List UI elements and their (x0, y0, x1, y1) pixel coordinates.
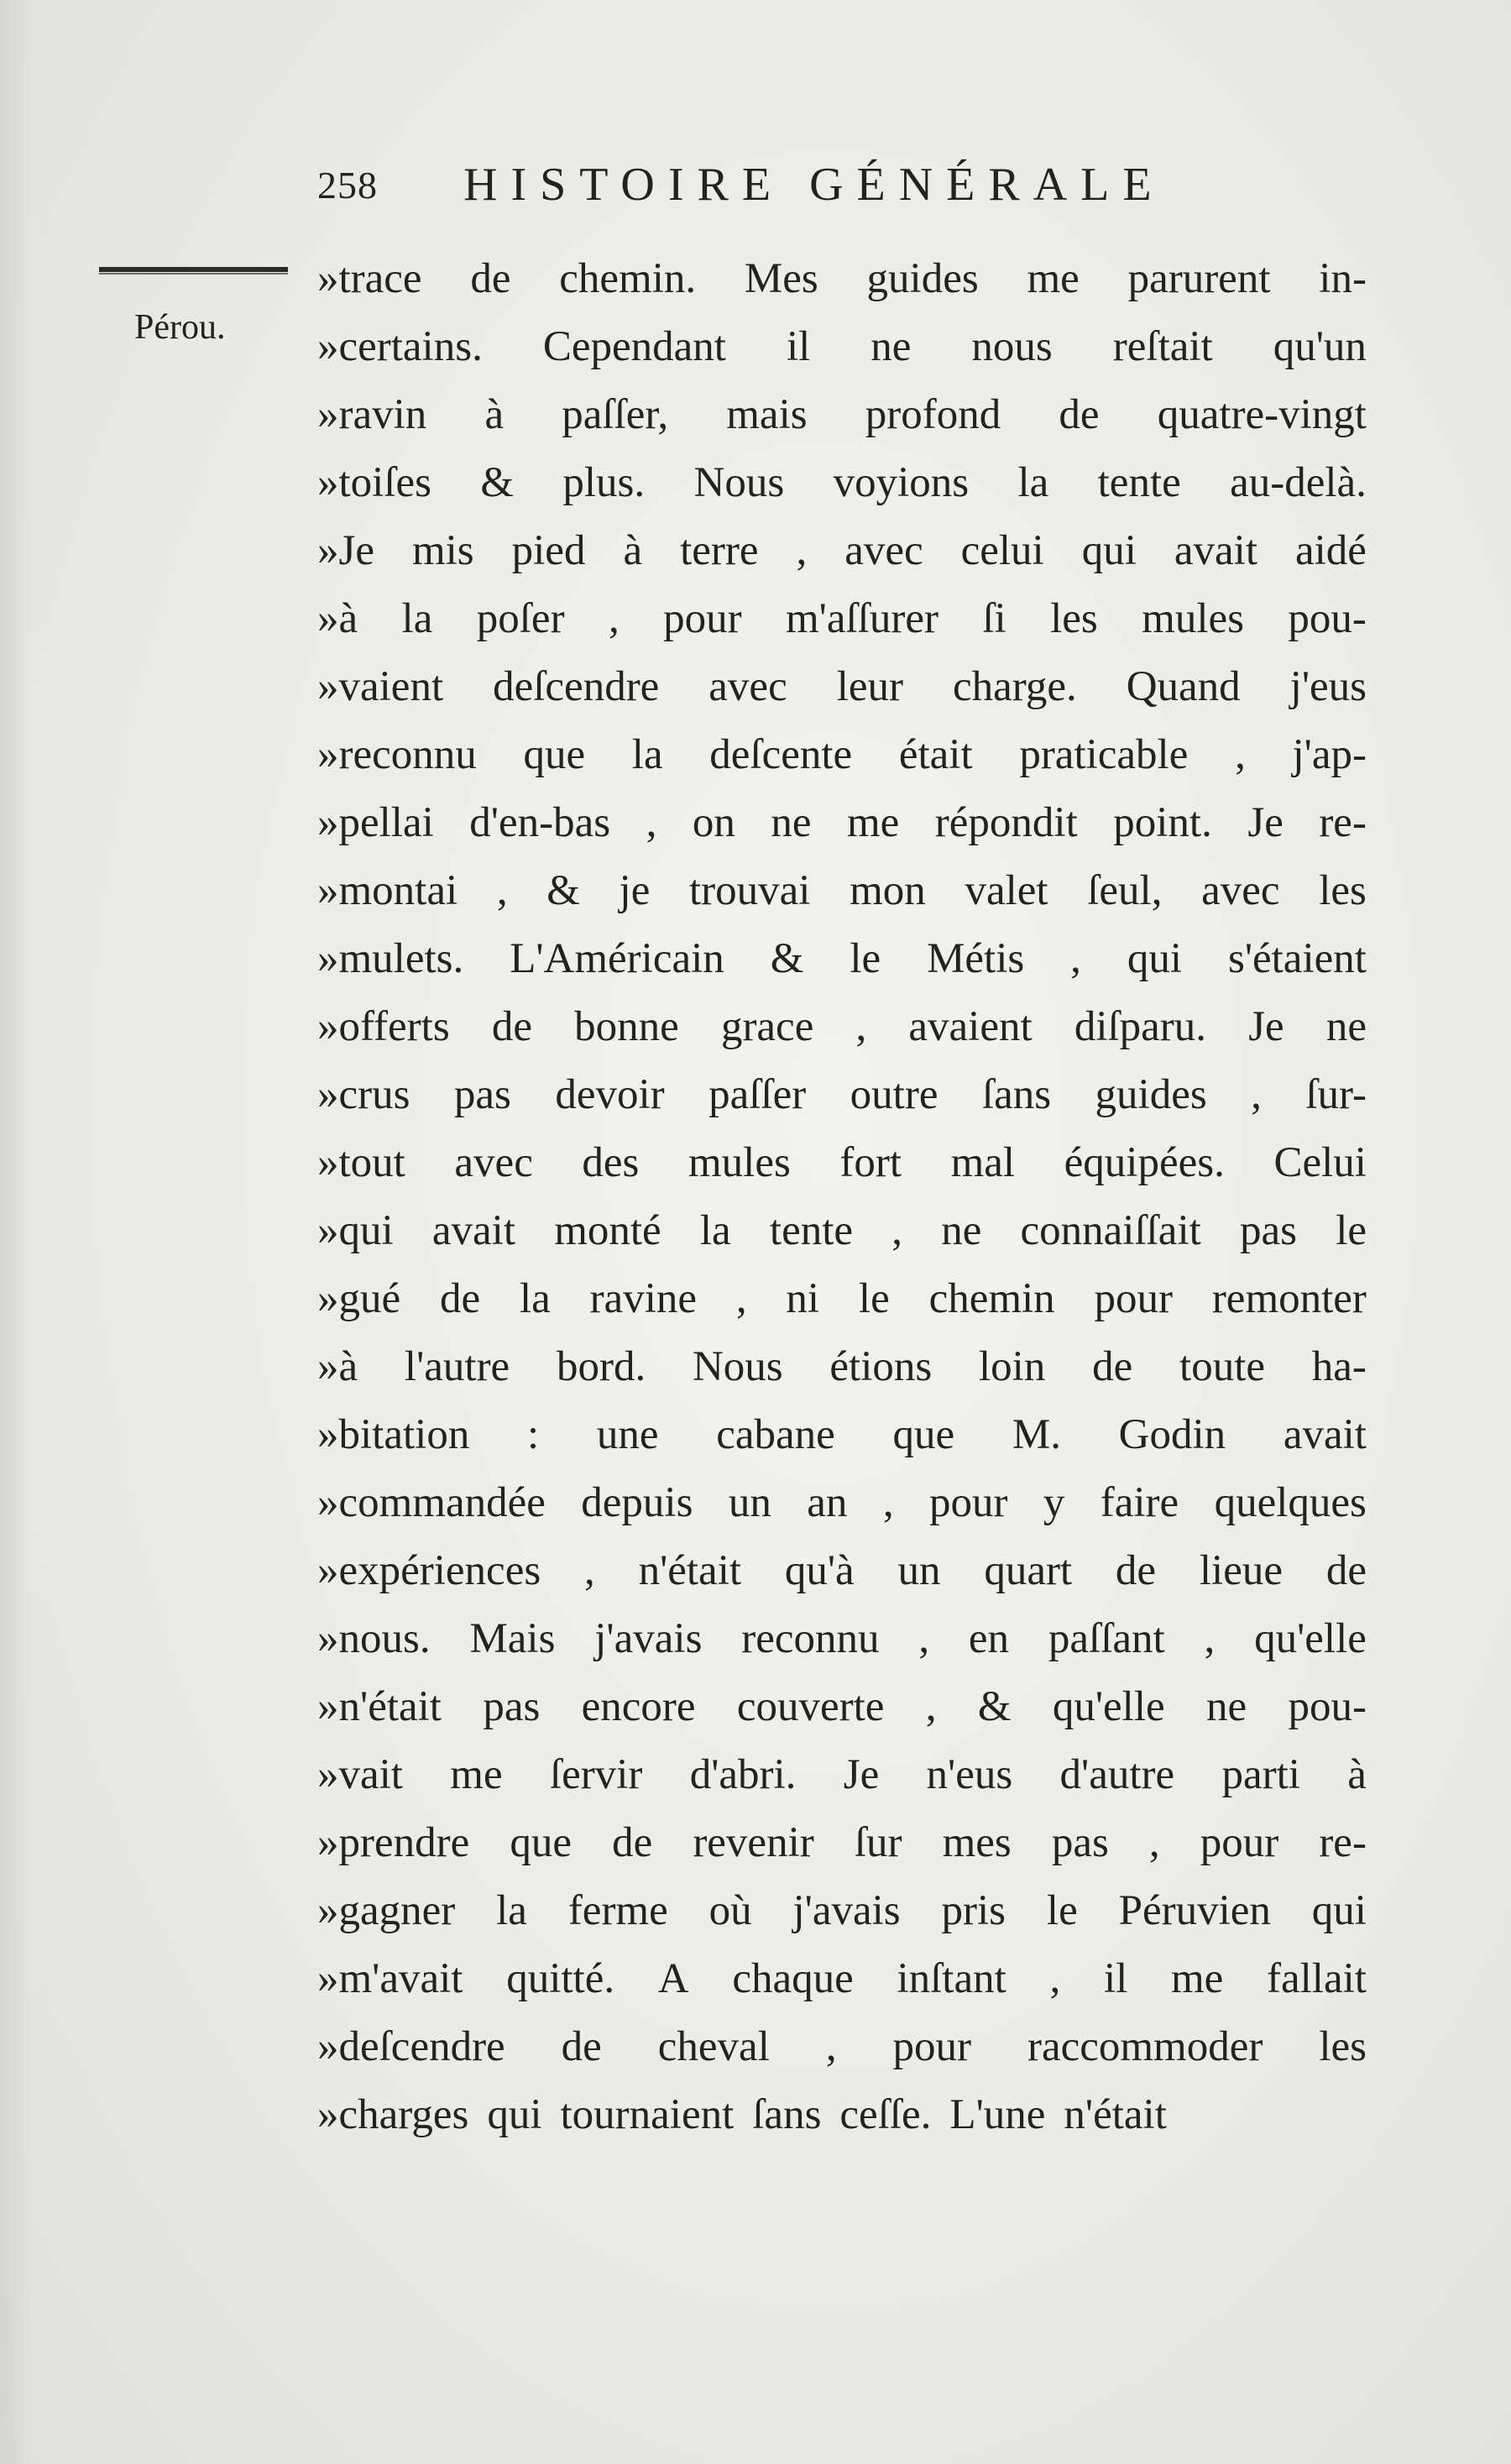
word: toute (1179, 1343, 1266, 1390)
text-line (317, 653, 1367, 721)
word: ne (941, 1207, 982, 1254)
word: »Je (317, 527, 374, 574)
word: fort (839, 1139, 902, 1186)
word: mis (411, 527, 474, 574)
word: nous (971, 323, 1053, 370)
text-line (317, 1877, 1367, 1945)
word: au-delà. (1230, 459, 1367, 506)
word: n'était (1064, 2091, 1167, 2138)
word: »offerts (317, 1003, 450, 1050)
word: , (1204, 1615, 1216, 1662)
running-head (317, 158, 1266, 218)
word: répondit (934, 799, 1078, 846)
word: pied (511, 527, 586, 574)
word: que (523, 731, 586, 778)
word: les (1050, 595, 1098, 642)
word: avait (1174, 527, 1257, 574)
word: mais (726, 391, 808, 438)
word: me (1171, 1955, 1224, 2002)
word: qui (1311, 1887, 1367, 1934)
word: pour (928, 1479, 1008, 1526)
word: M. (1012, 1411, 1061, 1458)
word: »certains. (317, 323, 483, 370)
word: pour (663, 595, 742, 642)
word: y (1043, 1479, 1065, 1526)
word: la (496, 1887, 527, 1934)
word: & (770, 935, 804, 982)
word: le (850, 935, 881, 982)
word: ne (1325, 1003, 1367, 1050)
word: valet (965, 867, 1048, 914)
word: L'Américain (510, 935, 724, 982)
word: guides (1095, 1071, 1207, 1118)
word: de (1092, 1343, 1133, 1390)
word: pour (892, 2023, 972, 2070)
word: encore (581, 1683, 696, 1730)
word: faire (1100, 1479, 1179, 1526)
word: j'avais (594, 1615, 703, 1662)
word: de (491, 1003, 532, 1050)
word: Nous (692, 1343, 783, 1390)
word: bord. (556, 1343, 646, 1390)
word: à (623, 527, 643, 574)
word: étions (829, 1343, 933, 1390)
word: pas (453, 1071, 511, 1118)
word: lieue (1199, 1547, 1283, 1594)
word: »à (317, 1343, 358, 1390)
word: qu'elle (1254, 1615, 1367, 1662)
text-line (317, 1537, 1367, 1605)
word: où (708, 1887, 752, 1934)
word: »m'avait (317, 1955, 463, 2002)
word: profond (865, 391, 1001, 438)
word: quatre-vingt (1157, 391, 1367, 438)
word: Je (843, 1751, 880, 1798)
word: un (897, 1547, 941, 1594)
word: de (1059, 391, 1100, 438)
word: mal (950, 1139, 1016, 1186)
word: »commandée (317, 1479, 546, 1526)
word: point. (1113, 799, 1212, 846)
body-text (317, 245, 1367, 2149)
word: chemin. (559, 255, 697, 302)
word: ha- (1311, 1343, 1367, 1390)
word: »vaient (317, 663, 444, 710)
text-line (317, 1469, 1367, 1537)
word: cheval (657, 2023, 770, 2070)
word: était (898, 731, 973, 778)
text-line (317, 1197, 1367, 1265)
word: monté (554, 1207, 661, 1254)
word: plus. (562, 459, 646, 506)
word: Nous (693, 459, 785, 506)
word: il (1103, 1955, 1128, 2002)
text-line (317, 1741, 1367, 1809)
word: »ravin (317, 391, 427, 438)
word: en (968, 1615, 1010, 1662)
word: parti (1221, 1751, 1300, 1798)
word: inſtant (897, 1955, 1006, 2002)
word: pou- (1288, 1683, 1367, 1730)
text-line (317, 993, 1367, 1061)
word: »expériences (317, 1547, 541, 1594)
word: je (619, 867, 651, 914)
word: »n'était (317, 1683, 442, 1730)
word: , (1251, 1071, 1262, 1118)
word: pour (1200, 1819, 1279, 1866)
word: deſcendre (493, 663, 660, 710)
word: ne (771, 799, 812, 846)
word: à (484, 391, 505, 438)
word: pris (941, 1887, 1006, 1934)
word: paſſant (1048, 1615, 1165, 1662)
word: ne (871, 323, 912, 370)
gutter-shadow (0, 0, 34, 2464)
word: ſur (854, 1819, 902, 1866)
text-line (317, 2081, 1367, 2149)
word: me (1027, 255, 1080, 302)
word: à (1347, 1751, 1367, 1798)
word: , (891, 1207, 902, 1254)
word: L'une (949, 2091, 1046, 2138)
word: : (527, 1411, 540, 1458)
word: outre (850, 1071, 938, 1118)
word: poſer (476, 595, 565, 642)
word: les (1319, 2023, 1367, 2070)
text-line (317, 1401, 1367, 1469)
word: qu'un (1273, 323, 1367, 370)
word: , (882, 1479, 894, 1526)
word: parurent (1127, 255, 1271, 302)
word: grace (720, 1003, 814, 1050)
word: j'ap- (1292, 731, 1367, 778)
word: , (796, 527, 808, 574)
word: & (546, 867, 580, 914)
word: quitté. (506, 1955, 615, 2002)
word: , (1049, 1955, 1061, 2002)
word: ſans (981, 1071, 1052, 1118)
word: , (646, 799, 657, 846)
word: n'eus (926, 1751, 1013, 1798)
text-line (317, 857, 1367, 925)
word: ſervir (549, 1751, 643, 1798)
word: d'abri. (689, 1751, 797, 1798)
word: tente (1097, 459, 1181, 506)
word: ſans (752, 2091, 822, 2138)
word: la (519, 1275, 551, 1322)
word: ſeul, (1087, 867, 1163, 914)
word: »vait (317, 1751, 403, 1798)
word: pas (1240, 1207, 1297, 1254)
word: »prendre (317, 1819, 470, 1866)
word: équipées. (1064, 1139, 1225, 1186)
word: le (1336, 1207, 1367, 1254)
word: »à (317, 595, 358, 642)
word: »charges (317, 2091, 469, 2138)
word: voyions (833, 459, 970, 506)
word: »mulets. (317, 935, 464, 982)
word: la (631, 731, 663, 778)
word: diſparu. (1074, 1003, 1207, 1050)
word: »reconnu (317, 731, 477, 778)
word: devoir (555, 1071, 665, 1118)
word: »trace (317, 255, 422, 302)
word: avec (454, 1139, 533, 1186)
word: terre (680, 527, 759, 574)
word: , (584, 1547, 595, 1594)
word: re- (1319, 799, 1367, 846)
text-line (317, 1129, 1367, 1197)
word: revenir (693, 1819, 814, 1866)
word: s'étaient (1227, 935, 1367, 982)
word: qui (1127, 935, 1183, 982)
word: d'autre (1059, 1751, 1175, 1798)
word: bonne (574, 1003, 679, 1050)
word: on (692, 799, 735, 846)
word: Je (1247, 799, 1284, 846)
text-line (317, 1945, 1367, 2013)
header-title: HISTOIRE GÉNÉRALE (463, 159, 1165, 211)
word: ſur- (1305, 1071, 1367, 1118)
word: remonter (1211, 1275, 1367, 1322)
text-line (317, 1673, 1367, 1741)
word: que (510, 1819, 572, 1866)
word: Cependant (542, 323, 726, 370)
text-line (317, 789, 1367, 857)
word: avaient (908, 1003, 1033, 1050)
word: , (1070, 935, 1081, 982)
word: leur (836, 663, 903, 710)
word: de (1115, 1547, 1157, 1594)
word: qu'elle (1052, 1683, 1165, 1730)
word: avait (431, 1207, 515, 1254)
text-line (317, 2013, 1367, 2081)
word: mules (1142, 595, 1244, 642)
word: , (855, 1003, 867, 1050)
word: , (735, 1275, 747, 1322)
word: raccommoder (1027, 2023, 1263, 2070)
word: j'avais (792, 1887, 901, 1934)
word: chaque (732, 1955, 854, 2002)
word: qu'à (784, 1547, 855, 1594)
word: re- (1319, 1819, 1367, 1866)
word: mes (942, 1819, 1012, 1866)
word: que (892, 1411, 955, 1458)
word: »gué (317, 1275, 401, 1322)
word: »pellai (317, 799, 434, 846)
word: charge. (952, 663, 1077, 710)
word: me (450, 1751, 503, 1798)
word: mon (850, 867, 926, 914)
word: couverte (736, 1683, 885, 1730)
word: celui (960, 527, 1044, 574)
word: »tout (317, 1139, 405, 1186)
word: »montai (317, 867, 458, 914)
word: des (582, 1139, 640, 1186)
word: »qui (317, 1207, 394, 1254)
word: m'aſſurer (786, 595, 938, 642)
page-number: 258 (317, 164, 378, 207)
word: la (1017, 459, 1049, 506)
word: de (470, 255, 511, 302)
word: ravine (589, 1275, 698, 1322)
word: fallait (1267, 1955, 1367, 2002)
word: de (612, 1819, 653, 1866)
word: tente (769, 1207, 854, 1254)
word: ſi (982, 595, 1006, 642)
word: Godin (1118, 1411, 1226, 1458)
word: chemin (928, 1275, 1055, 1322)
word: quart (984, 1547, 1073, 1594)
text-line (317, 1061, 1367, 1129)
word: avec (1201, 867, 1280, 914)
text-line (317, 1265, 1367, 1333)
text-line (317, 1605, 1367, 1673)
word: »nous. (317, 1615, 431, 1662)
word: , (608, 595, 620, 642)
word: le (1046, 1887, 1078, 1934)
word: de (561, 2023, 602, 2070)
word: me (846, 799, 900, 846)
word: reconnu (741, 1615, 880, 1662)
word: cabane (716, 1411, 835, 1458)
margin-rule (99, 267, 288, 275)
word: la (699, 1207, 731, 1254)
word: ferme (567, 1887, 668, 1934)
word: avec (708, 663, 787, 710)
word: trouvai (689, 867, 811, 914)
word: le (858, 1275, 890, 1322)
word: & (480, 459, 515, 506)
word: praticable (1019, 731, 1189, 778)
word: quelques (1214, 1479, 1367, 1526)
word: l'autre (404, 1343, 510, 1390)
word: les (1319, 867, 1367, 914)
word: , (496, 867, 508, 914)
word: , (925, 1683, 937, 1730)
word: an (807, 1479, 848, 1526)
text-line (317, 585, 1367, 653)
word: mules (688, 1139, 791, 1186)
word: ne (1205, 1683, 1247, 1730)
word: Métis (927, 935, 1025, 982)
word: n'était (638, 1547, 742, 1594)
word: reſtait (1112, 323, 1213, 370)
word: & (977, 1683, 1012, 1730)
word: tournaient (560, 2091, 735, 2138)
word: avait (1283, 1411, 1367, 1458)
text-line (317, 925, 1367, 993)
word: qui (487, 2091, 542, 2138)
word: aidé (1294, 527, 1367, 574)
text-line (317, 245, 1367, 313)
word: un (728, 1479, 771, 1526)
word: , (825, 2023, 837, 2070)
word: , (1235, 731, 1246, 778)
word: »deſcendre (317, 2023, 505, 2070)
word: ceſſe. (839, 2091, 932, 2138)
word: Je (1248, 1003, 1284, 1050)
text-line (317, 1333, 1367, 1401)
word: guides (866, 255, 979, 302)
text-line (317, 449, 1367, 517)
word: d'en-bas (469, 799, 611, 846)
word: , (1148, 1819, 1160, 1866)
word: qui (1081, 527, 1137, 574)
text-line (317, 381, 1367, 449)
word: depuis (581, 1479, 693, 1526)
text-line (317, 1809, 1367, 1877)
word: »crus (317, 1071, 410, 1118)
word: de (439, 1275, 481, 1322)
word: la (401, 595, 433, 642)
word: paſſer, (562, 391, 669, 438)
word: paſſer (708, 1071, 807, 1118)
word: connaiſſait (1020, 1207, 1201, 1254)
word: pour (1094, 1275, 1173, 1322)
word: une (596, 1411, 659, 1458)
word: in- (1319, 255, 1367, 302)
word: Péruvien (1118, 1887, 1271, 1934)
word: deſcente (709, 731, 853, 778)
word: il (786, 323, 811, 370)
word: Mais (469, 1615, 556, 1662)
word: j'eus (1289, 663, 1367, 710)
word: ni (786, 1275, 820, 1322)
word: loin (979, 1343, 1046, 1390)
word: de (1325, 1547, 1367, 1594)
word: A (657, 1955, 689, 2002)
word: »toiſes (317, 459, 431, 506)
word: pou- (1288, 595, 1367, 642)
word: Mes (744, 255, 818, 302)
word: pas (1051, 1819, 1109, 1866)
word: avec (844, 527, 923, 574)
text-line (317, 313, 1367, 381)
word: pas (483, 1683, 541, 1730)
word: »gagner (317, 1887, 456, 1934)
word: , (918, 1615, 930, 1662)
text-line (317, 517, 1367, 585)
margin-note: Pérou. (134, 308, 226, 347)
word: Quand (1126, 663, 1241, 710)
word: »bitation (317, 1411, 470, 1458)
text-line (317, 721, 1367, 789)
word: Celui (1273, 1139, 1367, 1186)
